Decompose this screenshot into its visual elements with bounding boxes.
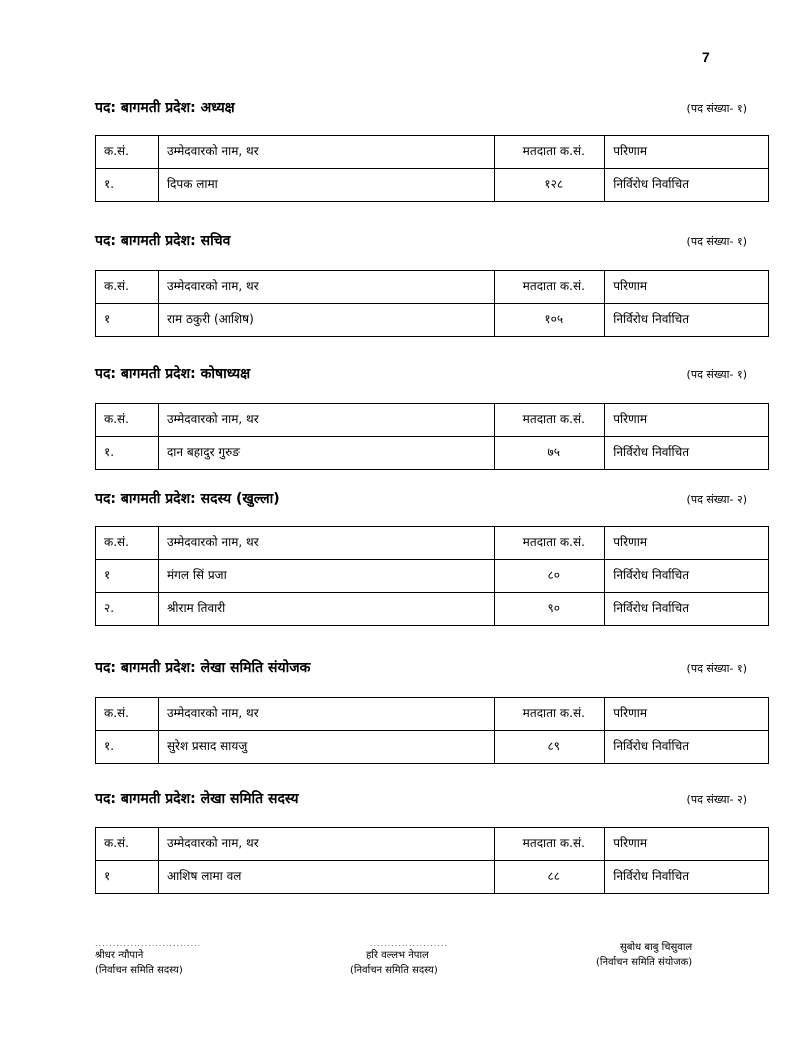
header-name: उम्मेदवारको नाम, थर — [158, 271, 494, 304]
cell-result: निर्विरोध निर्वाचित — [605, 437, 769, 470]
post-count: (पद संख्या- २) — [686, 793, 747, 806]
results-table — [95, 697, 769, 764]
cell-name: श्रीराम तिवारी — [158, 593, 494, 626]
section-header — [95, 789, 775, 813]
cell-name: राम ठकुरी (आशिष) — [158, 304, 494, 337]
signature-3 — [594, 940, 692, 970]
results-table — [95, 827, 769, 894]
cell-result: निर्विरोध निर्वाचित — [605, 560, 769, 593]
table-row — [96, 437, 769, 470]
cell-result: निर्विरोध निर्वाचित — [605, 304, 769, 337]
cell-name: मंगल सिं प्रजा — [158, 560, 494, 593]
table-header-row — [96, 698, 769, 731]
section-title: पद: बागमती प्रदेश: सचिव — [95, 233, 231, 249]
cell-voter-no: ८० — [495, 560, 605, 593]
header-sn: क.सं. — [96, 527, 159, 560]
cell-result: निर्विरोध निर्वाचित — [605, 593, 769, 626]
results-table — [95, 270, 769, 337]
cell-voter-no: ८९ — [495, 731, 605, 764]
section-header — [95, 658, 775, 682]
cell-sn: १. — [96, 437, 159, 470]
header-result: परिणाम — [605, 698, 769, 731]
section-title: पद: बागमती प्रदेश: लेखा समिति सदस्य — [95, 791, 299, 807]
table-header-row — [96, 404, 769, 437]
section-title: पद: बागमती प्रदेश: अध्यक्ष — [95, 100, 235, 116]
header-voter-no: मतदाता क.सं. — [495, 527, 605, 560]
header-voter-no: मतदाता क.सं. — [495, 136, 605, 169]
page-number: 7 — [702, 49, 710, 65]
section-secretary — [95, 231, 775, 326]
cell-name: दिपक लामा — [158, 169, 494, 202]
cell-name: दान बहादुर गुरुङ — [158, 437, 494, 470]
header-voter-no: मतदाता क.सं. — [495, 698, 605, 731]
section-member-open — [95, 489, 775, 615]
header-voter-no: मतदाता क.सं. — [495, 404, 605, 437]
signatory-name: सुबोध बाबु चिसुवाल — [620, 942, 693, 953]
cell-result: निर्विरोध निर्वाचित — [605, 731, 769, 764]
cell-sn: १ — [96, 560, 159, 593]
header-voter-no: मतदाता क.सं. — [495, 271, 605, 304]
header-result: परिणाम — [605, 404, 769, 437]
signatory-role: (निर्वाचन समिति संयोजक) — [595, 957, 693, 968]
header-name: उम्मेदवारको नाम, थर — [158, 828, 494, 861]
cell-name: आशिष लामा वल — [158, 861, 494, 894]
section-title: पद: बागमती प्रदेश: कोषाध्यक्ष — [95, 366, 251, 382]
header-sn: क.सं. — [96, 136, 159, 169]
results-table — [95, 526, 769, 626]
signatory-role: (निर्वाचन समिति सदस्य) — [95, 965, 183, 976]
cell-voter-no: ७५ — [495, 437, 605, 470]
section-audit-coordinator — [95, 658, 775, 753]
cell-voter-no: ८८ — [495, 861, 605, 894]
section-title: पद: बागमती प्रदेश: सदस्य (खुल्ला) — [95, 491, 280, 507]
cell-sn: १ — [96, 304, 159, 337]
cell-sn: २. — [96, 593, 159, 626]
post-count: (पद संख्या- २) — [686, 493, 747, 506]
post-count: (पद संख्या- १) — [686, 368, 747, 381]
signatory-role: (निर्वाचन समिति सदस्य) — [350, 965, 438, 976]
header-result: परिणाम — [605, 271, 769, 304]
results-table — [95, 403, 769, 470]
section-president — [95, 98, 775, 191]
section-title: पद: बागमती प्रदेश: लेखा समिति संयोजक — [95, 660, 311, 676]
table-row — [96, 304, 769, 337]
header-result: परिणाम — [605, 527, 769, 560]
table-header-row — [96, 136, 769, 169]
table-row — [96, 861, 769, 894]
header-voter-no: मतदाता क.सं. — [495, 828, 605, 861]
signature-line: ...................... — [370, 939, 448, 948]
table-header-row — [96, 527, 769, 560]
header-result: परिणाम — [605, 828, 769, 861]
header-name: उम्मेदवारको नाम, थर — [158, 527, 494, 560]
cell-sn: १. — [96, 169, 159, 202]
section-header — [95, 489, 775, 513]
header-sn: क.सं. — [96, 271, 159, 304]
cell-sn: १. — [96, 731, 159, 764]
section-treasurer — [95, 364, 775, 459]
cell-result: निर्विरोध निर्वाचित — [605, 861, 769, 894]
cell-voter-no: १०५ — [495, 304, 605, 337]
header-sn: क.सं. — [96, 828, 159, 861]
section-audit-member — [95, 789, 775, 883]
signature-1 — [95, 940, 201, 978]
cell-sn: १ — [96, 861, 159, 894]
header-result: परिणाम — [605, 136, 769, 169]
post-count: (पद संख्या- १) — [686, 235, 747, 248]
signatory-name: हरि वल्लभ नेपाल — [366, 950, 429, 961]
header-name: उम्मेदवारको नाम, थर — [158, 698, 494, 731]
header-name: उम्मेदवारको नाम, थर — [158, 404, 494, 437]
header-name: उम्मेदवारको नाम, थर — [158, 136, 494, 169]
cell-voter-no: १२८ — [495, 169, 605, 202]
table-row — [96, 593, 769, 626]
section-header — [95, 98, 775, 122]
table-row — [96, 731, 769, 764]
header-sn: क.सं. — [96, 404, 159, 437]
table-row — [96, 560, 769, 593]
header-sn: क.सं. — [96, 698, 159, 731]
table-header-row — [96, 828, 769, 861]
results-table — [95, 135, 769, 202]
cell-name: सुरेश प्रसाद सायजु — [158, 731, 494, 764]
cell-result: निर्विरोध निर्वाचित — [605, 169, 769, 202]
section-header — [95, 231, 775, 255]
table-header-row — [96, 271, 769, 304]
post-count: (पद संख्या- १) — [686, 662, 747, 675]
signatory-name: श्रीधर न्यौपाने — [95, 950, 144, 961]
signature-2 — [350, 940, 448, 978]
section-header — [95, 364, 775, 388]
signature-line: .............................. — [95, 939, 202, 948]
cell-voter-no: ९० — [495, 593, 605, 626]
post-count: (पद संख्या- १) — [686, 102, 747, 115]
table-row — [96, 169, 769, 202]
